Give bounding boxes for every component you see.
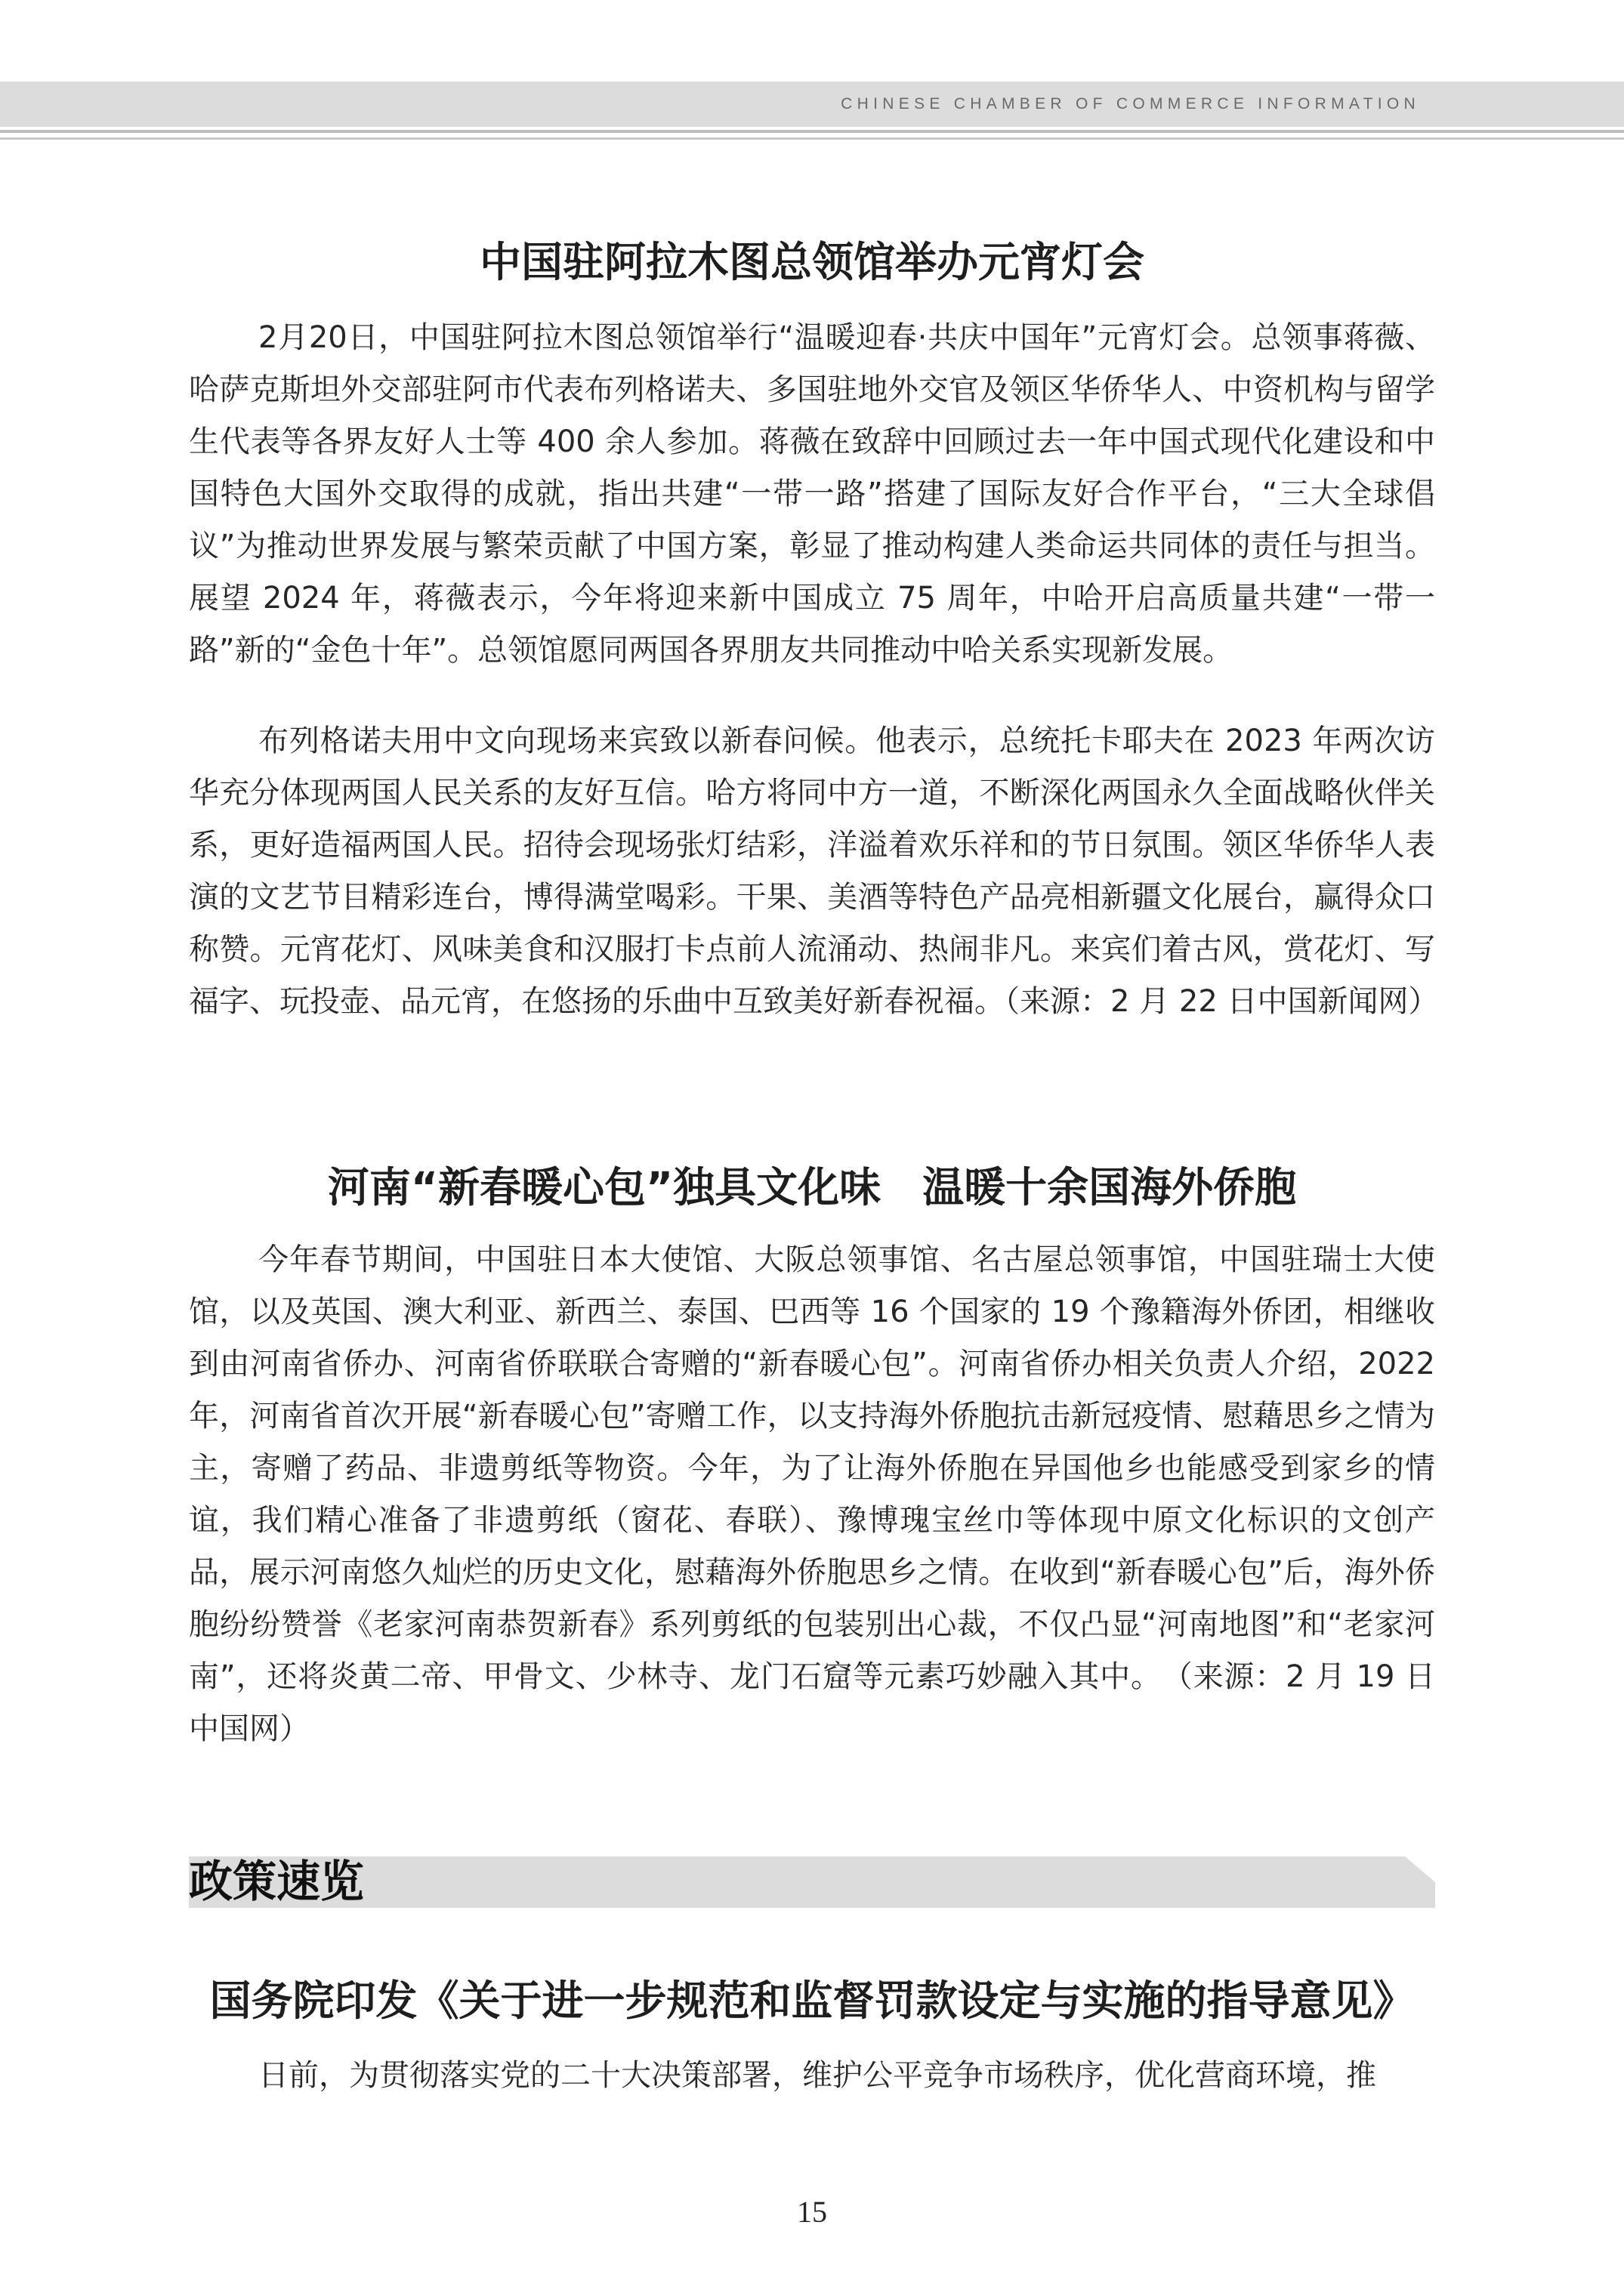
section-title: 政策速览 — [189, 1856, 365, 1907]
header-rule — [0, 130, 1624, 133]
article-paragraph: 今年春节期间，中国驻日本大使馆、大阪总领事馆、名古屋总领事馆，中国驻瑞士大使馆，以及英国、澳大利亚、新西兰、泰国、巴西等 16 个国家的 19 个豫籍海外侨团，相继收到由河南省侨办、河南省侨联联合寄赠的“新春暖心包”。河南省侨办相关负责人介绍，2022 年，河南省首次开展“新春暖心包”寄赠工作，以支持海外侨胞抗击新冠疫情、慰藉思乡之情为主，寄赠了药品、非遗剪纸等物资。今年，为了让海外侨胞在异国他乡也能感受到家乡的情谊，我们精心准备了非遗剪纸（窗花、春联）、豫博瑰宝丝巾等体现中原文化标识的文创产品，展示河南悠久灿烂的历史文化，慰藉海外侨胞思乡之情。在收到“新春暖心包”后，海外侨胞纷纷赞誉《老家河南恭贺新春》系列剪纸的包装别出心裁，不仅凸显“河南地图”和“老家河南”，还将炎黄二帝、甲骨文、少林寺、龙门石窟等元素巧妙融入其中。 （来源：2 月 19 日中国网） — [189, 1242, 1435, 1746]
section-header-bar — [189, 1856, 1435, 1908]
article-title: 中国驻阿拉木图总领馆举办元宵灯会 — [479, 238, 1144, 286]
article-paragraph: 2月20日，中国驻阿拉木图总领馆举行“温暖迎春·共庆中国年”元宵灯会。总领事蒋薇、哈萨克斯坦外交部驻阿市代表布列格诺夫、多国驻地外交官及领区华侨华人、中资机构与留学生代表等各界友好人士等 400 余人参加。蒋薇在致辞中回顾过去一年中国式现代化建设和中国特色大国外交取得的成就，指出共建“一带一路”搭建了国际友好合作平台，“三大全球倡议”为推动世界发展与繁荣贡献了中国方案，彰显了推动构建人类命运共同体的责任与担当。展望 2024 年，蒋薇表示，今年将迎来新中国成立 75 周年，中哈开启高质量共建“一带一路”新的“金色十年”。总领馆愿同两国各界朋友共同推动中哈关系实现新发展。 — [189, 320, 1435, 668]
page-number: 15 — [797, 2195, 827, 2229]
article-title: 河南“新春暖心包”独具文化味 温暖十余国海外侨胞 — [327, 1163, 1297, 1211]
running-header: CHINESE CHAMBER OF COMMERCE INFORMATION — [841, 95, 1420, 113]
article-paragraph: 日前，为贯彻落实党的二十大决策部署，维护公平竞争市场秩序，优化营商环境，推 — [258, 2058, 1376, 2093]
article-paragraph: 布列格诺夫用中文向现场来宾致以新春问候。他表示，总统托卡耶夫在 2023 年两次访华充分体现两国人民关系的友好互信。哈方将同中方一道，不断深化两国永久全面战略伙伴关系，更好造福两国人民。招待会现场张灯结彩，洋溢着欢乐祥和的节日氛围。领区华侨华人表演的文艺节目精彩连台，博得满堂喝彩。干果、美酒等特色产品亮相新疆文化展台，赢得众口称赞。元宵花灯、风味美食和汉服打卡点前人流涌动、热闹非凡。来宾们着古风，赏花灯、写福字、玩投壶、品元宵，在悠扬的乐曲中互致美好新春祝福。（来源：2 月 22 日中国新闻网） — [189, 724, 1439, 1019]
header-rule-secondary — [0, 137, 1624, 140]
article-title: 国务院印发《关于进一步规范和监督罚款设定与实施的指导意见》 — [209, 1977, 1415, 2025]
